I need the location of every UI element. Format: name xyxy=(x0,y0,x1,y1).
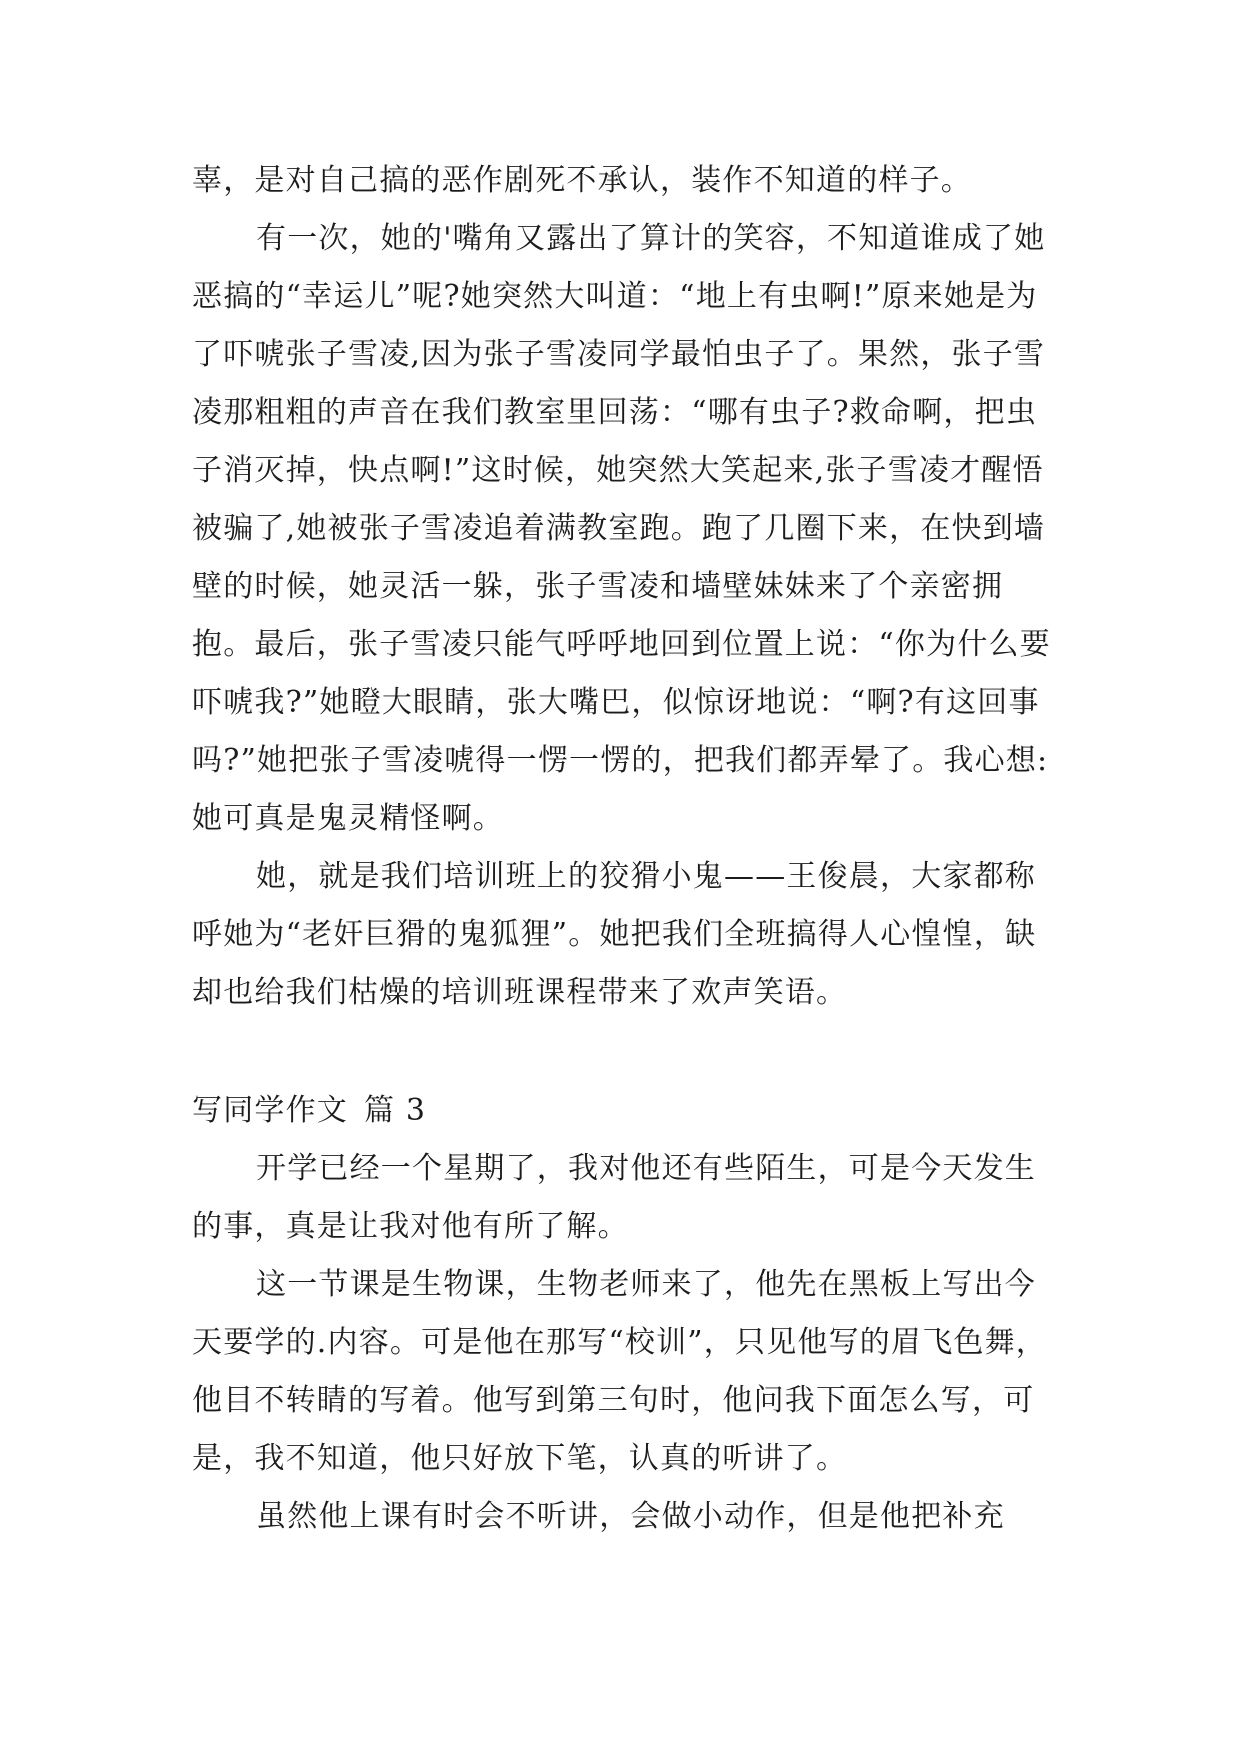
document-page xyxy=(192,152,1052,1546)
paragraph-6: 虽然他上课有时会不听讲，会做小动作，但是他把补充 xyxy=(256,1499,1005,1534)
paragraph-4: 开学已经一个星期了，我对他还有些陌生，可是今天发生的事，真是让我对他有所了解。 xyxy=(192,1151,1036,1244)
paragraph-2: 有一次，她的'嘴角又露出了算计的笑容，不知道谁成了她恶搞的“幸运儿”呢?她突然大叫道：“地上有虫啊!”原来她是为了吓唬张子雪凌,因为张子雪凌同学最怕虫子了。果然，张子雪凌那粗粗的声音在我们教室里回荡：“哪有虫子?救命啊，把虫子消灭掉，快点啊!”这时候，她突然大笑起来,张子雪凌才醒悟被骗了,她被张子雪凌追着满教室跑。跑了几圈下来，在快到墙壁的时候，她灵活一躲，张子雪凌和墙壁妹妹来了个亲密拥抱。最后，张子雪凌只能气呼呼地回到位置上说：“你为什么要吓唬我?”她瞪大眼睛，张大嘴巴，似惊讶地说：“啊?有这回事吗?”她把张子雪凌唬得一愣一愣的，把我们都弄晕了。我心想:她可真是鬼灵精怪啊。 xyxy=(192,221,1051,836)
section-heading-number: 篇 3 xyxy=(364,1093,427,1128)
paragraph-5: 这一节课是生物课，生物老师来了，他先在黑板上写出今天要学的.内容。可是他在那写“校训”，只见他写的眉飞色舞，他目不转睛的写着。他写到第三句时，他问我下面怎么写，可是，我不知道，他只好放下笔，认真的听讲了。 xyxy=(192,1267,1048,1476)
section-heading xyxy=(192,1082,1052,1140)
paragraph-1: 辜，是对自己搞的恶作剧死不承认，装作不知道的样子。 xyxy=(192,163,972,198)
paragraph-3: 她，就是我们培训班上的狡猾小鬼——王俊晨，大家都称呼她为“老奸巨猾的鬼狐狸”。她把我们全班搞得人心惶惶，缺却也给我们枯燥的培训班课程带来了欢声笑语。 xyxy=(192,859,1037,1010)
section-heading-title: 写同学作文 xyxy=(192,1093,348,1128)
